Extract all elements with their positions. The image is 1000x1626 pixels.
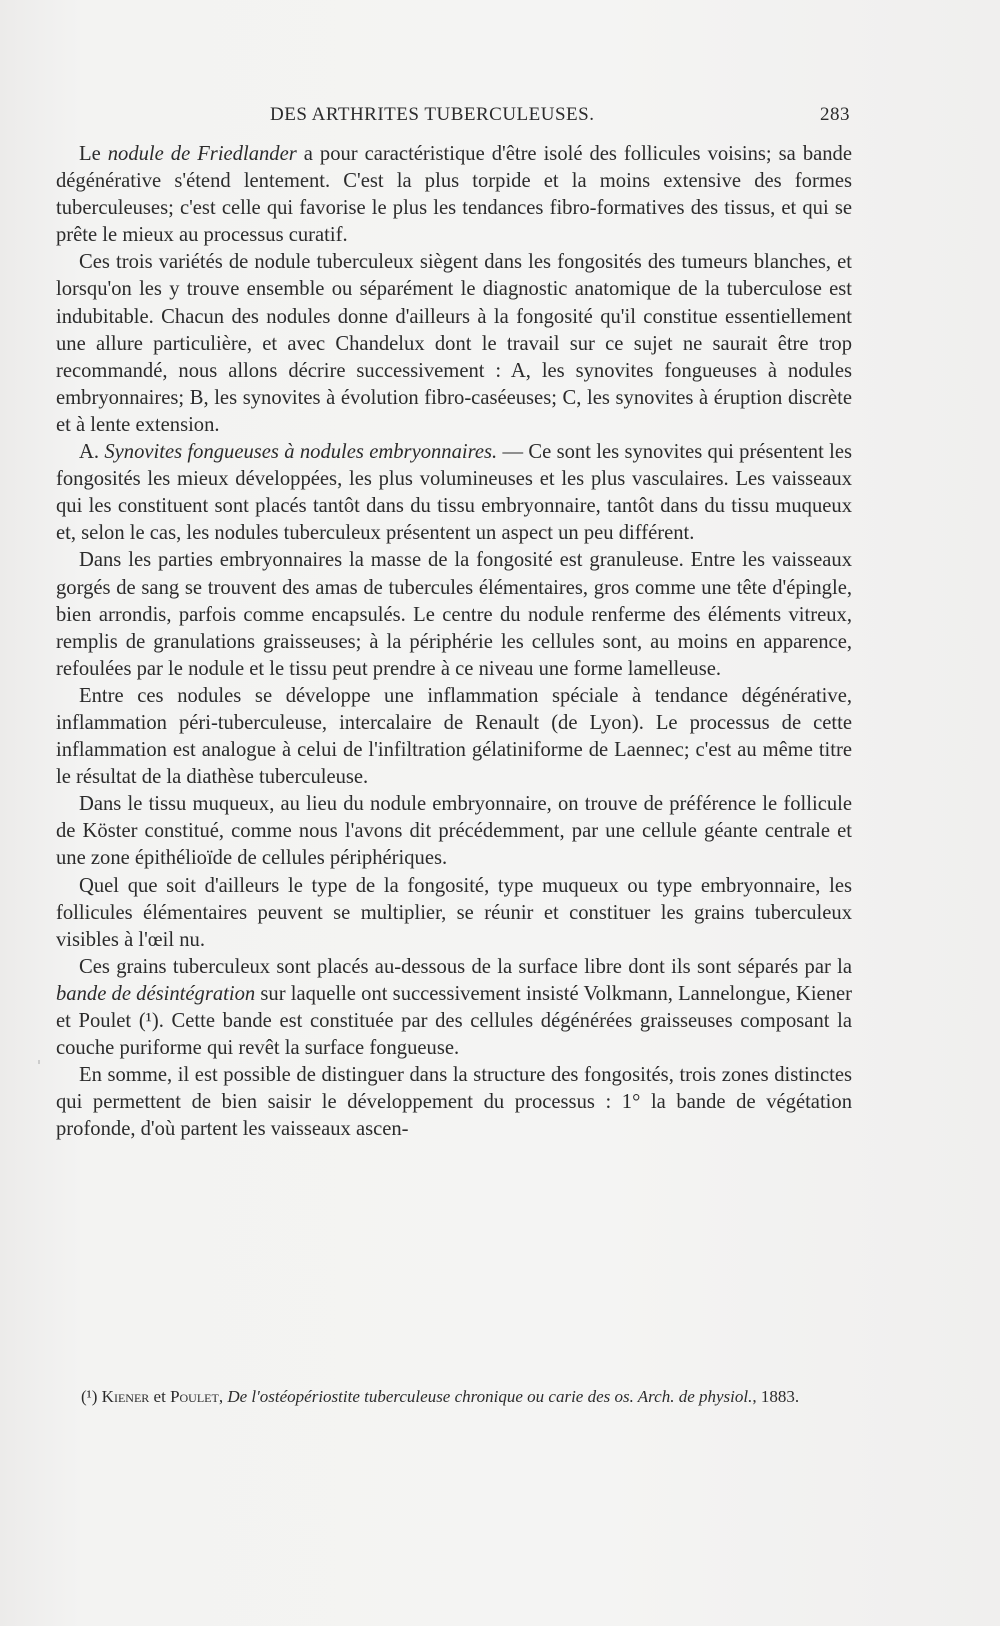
paragraph-mucous-tissue: Dans le tissu muqueux, au lieu du nodule embryonnaire, on trouve de préférence le follicule de Köster constitué, comme nous l'avons dit précédemment, par une cellule géante centrale et une zone épithélioïde de cellules périphériques. (56, 793, 852, 870)
footnote-title: De l'ostéopériostite tuberculeuse chronique ou carie des os. Arch. de physiol. (227, 1387, 753, 1406)
page-number: 283 (820, 104, 850, 125)
footnote-text (58, 1385, 853, 1408)
paragraph-inflammation: Entre ces nodules se développe une inflammation spéciale à tendance dégénérative, inflammation péri-tuberculeuse, intercalaire de Renault (de Lyon). Le processus de cette inflammation est analogue à celui de l'infiltration gélatiniforme de Laennec; c'est au même titre le résultat de la diathèse tuberculeuse. (56, 684, 852, 789)
footnote (58, 1385, 853, 1408)
text-run: Ces grains tuberculeux sont placés au-dessous de la surface libre dont ils sont séparés par la (79, 955, 852, 978)
paragraph-embryonic-parts: Dans les parties embryonnaires la masse de la fongosité est granuleuse. Entre les vaisseaux gorgés de sang se trouvent des amas de tubercules élémentaires, gros comme une tête d'épingle, bien arrondis, parfois comme encapsulés. Le centre du nodule renferme des éléments vitreux, remplis de granulations graisseuses; à la périphérie les cellules sont, au moins en apparence, refoulées par le nodule et le tissu peut prendre à ce niveau une forme lamelleuse. (56, 549, 852, 680)
page-header (270, 104, 850, 134)
footnote-year: , 1883. (752, 1387, 800, 1406)
paragraph-synovites-a (56, 439, 852, 547)
text-run: A. (79, 441, 105, 464)
paragraph-tubercle-grains (56, 954, 852, 1062)
text-run: et (149, 1387, 171, 1406)
section-heading-italic: Synovites fongueuses à nodules embryonnaires. (104, 441, 498, 464)
italic-term: nodule de Friedlander (107, 143, 297, 165)
footnote-author: Kiener (101, 1387, 150, 1406)
italic-term: bande de désintégration (56, 982, 256, 1005)
paragraph-summary: En somme, il est possible de distinguer dans la structure des fongosités, trois zones distinctes qui permettent de bien saisir le développement du processus : 1° la bande de végétation profonde, d'où partent les vaisseaux ascen- (56, 1064, 852, 1141)
body-text (56, 141, 852, 1143)
text-run: sur laquelle ont successivement insisté Volkmann, Lannelongue, Kiener et Poulet (¹). Cette bande est constituée par des cellules dégénérées graisseuses composant la couche puriforme qui revêt la surface fongueuse. (56, 982, 852, 1060)
text-run: , (218, 1387, 228, 1406)
text-run: — Ce sont les synovites qui présentent les fongosités les mieux développées, les plus volumineuses et les plus vasculaires. Les vaisseaux qui les constituent sont placés tantôt dans du tissu embryonnaire, tantôt dans du tissu muqueux et, selon le cas, les nodules tuberculeux présentent un aspect un peu différent. (56, 441, 853, 545)
footnote-author: Poulet (170, 1387, 219, 1406)
paragraph-friedlander (56, 141, 852, 249)
paragraph-varieties: Ces trois variétés de nodule tuberculeux siègent dans les fongosités des tumeurs blanches, et lorsqu'on les y trouve ensemble ou séparément le diagnostic anatomique de la tuberculose est indubitable. Chacun des nodules donne d'ailleurs à la fongosité qu'il constitue essentiellement une allure particulière, et avec Chandelux dont le travail sur ce sujet ne saurait être trop recommandé, nous allons décrire successivement : A, les synovites fongueuses à nodules embryonnaires; B, les synovites à évolution fibro-caséeuses; C, les synovites à éruption discrète et à lente extension. (56, 251, 852, 436)
footnote-marker: (¹) (81, 1387, 102, 1406)
scan-speck (38, 1060, 40, 1064)
text-run: Le (79, 143, 108, 165)
paragraph-follicles: Quel que soit d'ailleurs le type de la fongosité, type muqueux ou type embryonnaire, les follicules élémentaires peuvent se multiplier, se réunir et constituer les grains tuberculeux visibles à l'œil nu. (56, 874, 852, 951)
text-run: a pour caractéristique d'être isolé des follicules voisins; sa bande dégénérative s'étend lentement. C'est la plus torpide et la moins extensive des formes tuberculeuses; c'est celle qui favorise le plus les tendances fibro-formatives des tissus, et qui se prête le mieux au processus curatif. (56, 143, 852, 247)
running-title: DES ARTHRITES TUBERCULEUSES. (270, 104, 595, 125)
